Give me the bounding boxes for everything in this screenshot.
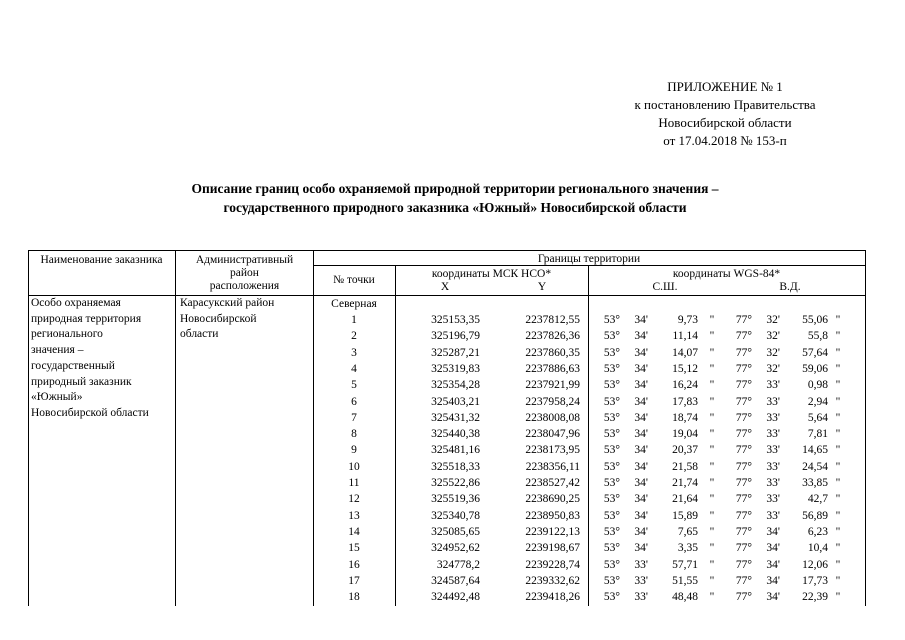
header-borders: Границы территории <box>537 253 641 265</box>
cell-point-no: 7 <box>351 411 357 424</box>
cell-lon-sec-mark: " <box>835 314 841 326</box>
cell-lon-min: 32' <box>766 314 780 326</box>
cell-lon-sec: 0,98 <box>807 379 828 392</box>
cell-lat-min: 34' <box>634 477 648 489</box>
cell-lat-deg: 53° <box>603 591 620 604</box>
cell-lat-min: 34' <box>634 509 648 522</box>
cell-point-no: 16 <box>348 558 360 571</box>
district-line: Новосибирской <box>180 312 257 325</box>
cell-lat-min: 34' <box>634 362 648 375</box>
cell-lat-min: 34' <box>634 428 648 441</box>
cell-y: 2237958,24 <box>525 395 580 408</box>
cell-lat-sec: 15,89 <box>672 509 698 522</box>
cell-lon-min: 33' <box>766 444 780 457</box>
cell-lon-sec-mark: " <box>835 428 841 441</box>
cell-lon-min: 33' <box>766 460 780 473</box>
cell-x: 325340,78 <box>431 509 480 522</box>
cell-lat-deg: 53° <box>603 379 620 392</box>
cell-lat-sec-mark: " <box>709 477 715 489</box>
cell-y: 2238047,96 <box>525 428 580 441</box>
cell-lat-sec: 21,64 <box>672 493 698 506</box>
cell-lon-sec-mark: " <box>835 493 841 506</box>
cell-lon-sec: 2,94 <box>807 395 828 408</box>
cell-x: 325440,38 <box>431 428 480 441</box>
cell-lon-sec: 6,23 <box>807 525 828 538</box>
cell-lon-sec-mark: " <box>835 444 841 457</box>
reserve-name-line: Особо охраняемая <box>31 297 121 309</box>
cell-x: 325522,86 <box>431 477 480 489</box>
cell-lat-deg: 53° <box>603 314 620 326</box>
cell-lon-sec: 55,06 <box>802 314 828 326</box>
cell-point-no: 8 <box>351 428 357 441</box>
cell-lon-min: 32' <box>766 330 780 343</box>
reserve-name-cell <box>31 296 175 422</box>
cell-lon-sec-mark: " <box>835 346 841 359</box>
cell-lat-sec-mark: " <box>709 558 715 571</box>
cell-y: 2239332,62 <box>525 574 580 587</box>
cell-point-no: 17 <box>348 574 360 587</box>
cell-lon-sec: 5,64 <box>807 411 828 424</box>
cell-lon-sec: 12,06 <box>802 558 828 571</box>
cell-y: 2239418,26 <box>525 591 580 604</box>
cell-point-no: 9 <box>351 444 357 457</box>
cell-lat-sec-mark: " <box>709 574 715 587</box>
cell-lat-deg: 53° <box>603 493 620 506</box>
cell-lon-sec: 22,39 <box>802 591 828 604</box>
reserve-name-line: Новосибирской области <box>31 406 149 419</box>
cell-x: 324778,2 <box>436 558 480 571</box>
cell-point-no: 14 <box>348 525 360 538</box>
cell-point-no: 12 <box>348 493 360 506</box>
cell-lat-sec-mark: " <box>709 591 715 604</box>
cell-lat-sec-mark: " <box>709 444 715 457</box>
cell-lon-sec-mark: " <box>835 395 841 408</box>
cell-lon-min: 32' <box>766 362 780 375</box>
cell-lat-sec-mark: " <box>709 525 715 538</box>
cell-y: 2238950,83 <box>525 509 580 522</box>
cell-lat-min: 34' <box>634 379 648 392</box>
appendix-line: ПРИЛОЖЕНИЕ № 1 <box>667 79 783 94</box>
header-x: X <box>440 281 450 293</box>
cell-lat-sec-mark: " <box>709 330 715 343</box>
cell-lon-sec: 42,7 <box>807 493 828 506</box>
cell-lat-sec: 17,83 <box>672 395 698 408</box>
header-wgs: координаты WGS-84* <box>672 268 781 280</box>
cell-y: 2237812,55 <box>525 314 580 326</box>
cell-x: 325518,33 <box>431 460 480 473</box>
cell-lat-sec-mark: " <box>709 411 715 424</box>
cell-lon-min: 33' <box>766 428 780 441</box>
cell-lat-min: 34' <box>634 460 648 473</box>
cell-x: 325085,65 <box>431 525 480 538</box>
cell-point-no: 11 <box>348 477 360 489</box>
cell-x: 325196,79 <box>431 330 480 343</box>
cell-lon-min: 34' <box>766 574 780 587</box>
cell-y: 2238173,95 <box>525 444 580 457</box>
cell-point-no: 6 <box>351 395 357 408</box>
cell-lat-deg: 53° <box>603 525 620 538</box>
header-point-no: № точки <box>333 274 375 286</box>
cell-lon-deg: 77° <box>735 444 752 457</box>
cell-y: 2239198,67 <box>525 542 580 555</box>
cell-y: 2237886,63 <box>525 362 580 375</box>
cell-lat-min: 34' <box>634 395 648 408</box>
cell-point-no: 1 <box>351 314 357 326</box>
cell-lat-sec: 19,04 <box>672 428 698 441</box>
cell-lon-min: 34' <box>766 591 780 604</box>
title-line: Описание границ особо охраняемой природной территории регионального значения – <box>191 181 719 196</box>
cell-lon-deg: 77° <box>735 558 752 571</box>
cell-lon-sec-mark: " <box>835 542 841 555</box>
cell-lat-deg: 53° <box>603 542 620 555</box>
cell-lat-deg: 53° <box>603 509 620 522</box>
cell-lat-min: 33' <box>634 591 648 604</box>
cell-lon-sec: 59,06 <box>802 362 828 375</box>
appendix-line: от 17.04.2018 № 153-п <box>663 133 787 148</box>
cell-x: 324492,48 <box>431 591 480 604</box>
appendix-line: к постановлению Правительства <box>634 97 816 112</box>
cell-lat-deg: 53° <box>603 477 620 489</box>
cell-point-no: 13 <box>348 509 360 522</box>
cell-lat-deg: 53° <box>603 428 620 441</box>
cell-lon-sec-mark: " <box>835 591 841 604</box>
cell-lon-deg: 77° <box>735 411 752 424</box>
cell-lon-min: 34' <box>766 558 780 571</box>
cell-lon-sec: 10,4 <box>807 542 828 555</box>
cell-y: 2238008,08 <box>525 411 580 424</box>
cell-lon-sec-mark: " <box>835 509 841 522</box>
cell-y: 2237860,35 <box>525 346 580 359</box>
cell-lat-deg: 53° <box>603 558 620 571</box>
cell-lat-min: 34' <box>634 542 648 555</box>
cell-lon-deg: 77° <box>735 362 752 375</box>
cell-y: 2238527,42 <box>525 477 580 489</box>
cell-x: 324587,64 <box>431 574 480 587</box>
cell-x: 325519,36 <box>431 493 480 506</box>
cell-x: 325287,21 <box>431 346 480 359</box>
header-lat: С.Ш. <box>652 281 678 293</box>
cell-lat-deg: 53° <box>603 444 620 457</box>
cell-lat-min: 34' <box>634 314 648 326</box>
cell-lat-deg: 53° <box>603 574 620 587</box>
cell-y: 2238356,11 <box>525 460 580 473</box>
cell-x: 325354,28 <box>431 379 480 392</box>
cell-lat-sec: 7,65 <box>677 525 698 538</box>
cell-lon-deg: 77° <box>735 460 752 473</box>
cell-y: 2238690,25 <box>525 493 580 506</box>
title-line: государственного природного заказника «Южный» Новосибирской области <box>223 200 687 215</box>
cell-y: 2237826,36 <box>525 330 580 343</box>
cell-lat-sec-mark: " <box>709 460 715 473</box>
cell-lon-deg: 77° <box>735 395 752 408</box>
header-district: Административный район расположения <box>195 254 294 292</box>
cell-lon-sec: 57,64 <box>802 346 828 359</box>
cell-lat-deg: 53° <box>603 395 620 408</box>
cell-lat-sec-mark: " <box>709 362 715 375</box>
cell-lon-sec-mark: " <box>835 525 841 538</box>
reserve-name-line: «Южный» <box>31 391 83 404</box>
cell-lon-sec-mark: " <box>835 558 841 571</box>
cell-lat-sec-mark: " <box>709 493 715 506</box>
cell-lat-sec: 18,74 <box>672 411 698 424</box>
cell-lon-min: 34' <box>766 542 780 555</box>
cell-lon-min: 32' <box>766 346 780 359</box>
cell-point-no: 10 <box>348 460 360 473</box>
reserve-name-line: государственный <box>31 359 115 372</box>
cell-lat-min: 34' <box>634 444 648 457</box>
cell-lat-sec: 48,48 <box>672 591 698 604</box>
reserve-name-line: природный заказник <box>31 375 132 388</box>
cell-lat-sec-mark: " <box>709 395 715 408</box>
cell-lon-sec: 55,8 <box>807 330 828 343</box>
cell-point-no: 2 <box>351 330 357 343</box>
cell-lat-deg: 53° <box>603 411 620 424</box>
cell-lon-sec: 56,89 <box>802 509 828 522</box>
cell-lat-sec-mark: " <box>709 346 715 359</box>
district-cell <box>180 296 312 343</box>
cell-lat-sec-mark: " <box>709 509 715 522</box>
cell-lat-deg: 53° <box>603 346 620 359</box>
cell-lat-min: 33' <box>634 574 648 587</box>
cell-lon-deg: 77° <box>735 574 752 587</box>
cell-lon-sec-mark: " <box>835 362 841 375</box>
cell-lon-deg: 77° <box>735 379 752 392</box>
cell-lon-min: 33' <box>766 493 780 506</box>
cell-lon-sec: 7,81 <box>807 428 828 441</box>
cell-lon-deg: 77° <box>735 314 752 326</box>
cell-point-no: 3 <box>351 346 357 359</box>
header-msk: координаты МСК НСО* <box>431 268 552 280</box>
cell-lon-sec: 24,54 <box>802 460 828 473</box>
cell-lat-sec-mark: " <box>709 428 715 441</box>
cell-lat-sec: 21,58 <box>672 460 698 473</box>
cell-point-no: 5 <box>351 379 357 392</box>
cell-lat-sec: 16,24 <box>672 379 698 392</box>
cell-lon-min: 33' <box>766 395 780 408</box>
cell-x: 325319,83 <box>431 362 480 375</box>
cell-lon-min: 33' <box>766 477 780 489</box>
cell-y: 2237921,99 <box>525 379 580 392</box>
cell-lon-deg: 77° <box>735 330 752 343</box>
header-lon: В.Д. <box>779 281 801 293</box>
cell-lat-deg: 53° <box>603 460 620 473</box>
cell-lon-deg: 77° <box>735 493 752 506</box>
cell-point-no: 4 <box>351 362 357 375</box>
cell-lat-min: 34' <box>634 346 648 359</box>
cell-lon-sec-mark: " <box>835 330 841 343</box>
cell-lat-sec: 15,12 <box>672 362 698 375</box>
cell-lat-sec: 14,07 <box>672 346 698 359</box>
cell-point-no: 18 <box>348 591 360 604</box>
cell-lat-deg: 53° <box>603 330 620 343</box>
cell-lat-min: 34' <box>634 493 648 506</box>
cell-lat-sec: 3,35 <box>677 542 698 555</box>
cell-lon-sec: 17,73 <box>802 574 828 587</box>
cell-lat-sec: 51,55 <box>672 574 698 587</box>
cell-lon-deg: 77° <box>735 477 752 489</box>
cell-lat-min: 33' <box>634 558 648 571</box>
cell-point-no: 15 <box>348 542 360 555</box>
cell-lat-deg: 53° <box>603 362 620 375</box>
cell-lat-min: 34' <box>634 330 648 343</box>
district-line: области <box>180 328 219 341</box>
cell-lon-deg: 77° <box>735 591 752 604</box>
cell-lat-min: 34' <box>634 525 648 538</box>
cell-lat-sec-mark: " <box>709 379 715 392</box>
cell-lon-sec: 33,85 <box>802 477 828 489</box>
cell-lat-sec: 20,37 <box>672 444 698 457</box>
cell-lon-deg: 77° <box>735 509 752 522</box>
cell-lon-deg: 77° <box>735 525 752 538</box>
cell-lon-sec-mark: " <box>835 379 841 392</box>
cell-x: 325403,21 <box>431 395 480 408</box>
cell-lat-sec: 11,14 <box>672 330 698 343</box>
cell-lon-sec-mark: " <box>835 574 841 587</box>
cell-lon-sec-mark: " <box>835 460 841 473</box>
header-y: Y <box>537 281 547 293</box>
cell-x: 325481,16 <box>431 444 480 457</box>
cell-x: 325153,35 <box>431 314 480 326</box>
cell-x: 325431,32 <box>431 411 480 424</box>
cell-lat-sec: 57,71 <box>672 558 698 571</box>
cell-lat-sec-mark: " <box>709 314 715 326</box>
reserve-name-line: природная территория <box>31 312 142 325</box>
cell-lon-deg: 77° <box>735 428 752 441</box>
cell-lon-sec-mark: " <box>835 411 841 424</box>
reserve-name-line: значения – <box>31 344 84 357</box>
cell-lon-deg: 77° <box>735 346 752 359</box>
section-label: Северная <box>331 298 377 310</box>
cell-lon-min: 33' <box>766 411 780 424</box>
cell-lon-min: 33' <box>766 509 780 522</box>
cell-lat-min: 34' <box>634 411 648 424</box>
header-reserve-name: Наименование заказника <box>40 254 163 266</box>
cell-lon-min: 33' <box>766 379 780 392</box>
appendix-line: Новосибирской области <box>658 115 792 130</box>
cell-lat-sec-mark: " <box>709 542 715 555</box>
cell-y: 2239228,74 <box>525 558 580 571</box>
cell-y: 2239122,13 <box>525 525 580 538</box>
cell-lat-sec: 21,74 <box>672 477 698 489</box>
cell-lon-deg: 77° <box>735 542 752 555</box>
cell-lon-sec-mark: " <box>835 477 841 489</box>
cell-lon-min: 34' <box>766 525 780 538</box>
cell-lat-sec: 9,73 <box>677 314 698 326</box>
cell-x: 324952,62 <box>431 542 480 555</box>
district-line: Карасукский район <box>180 297 275 309</box>
reserve-name-line: регионального <box>31 328 103 341</box>
cell-lon-sec: 14,65 <box>802 444 828 457</box>
